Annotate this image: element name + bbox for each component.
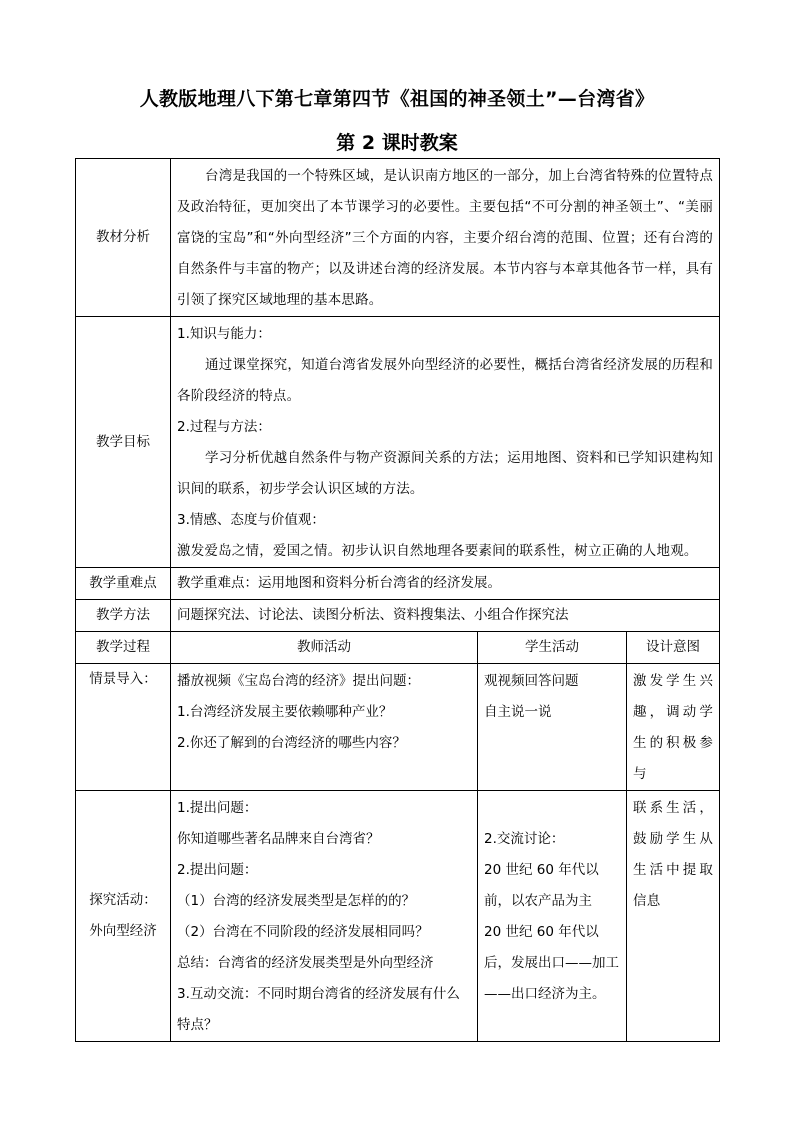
explore-teacher-line: 1.提出问题： [177,800,258,816]
intro-student-line: 自主说一说 [484,704,552,720]
goal-text-3: 激发爱岛之情，爱国之情。初步认识自然地理各要素间的联系性，树立正确的人地观。 [177,543,698,559]
row-analysis [76,159,720,317]
explore-teacher-line: （1）台湾的经济发展类型是怎样的的？ [177,893,416,909]
intro-student [478,664,627,791]
intro-stage: 情景导入： [76,664,171,791]
explore-student-line: 20 世纪 60 年代以前，以农产品为主 [484,862,599,909]
document-subtitle: 第 2 课时教案 [336,132,458,154]
analysis-text: 台湾是我国的一个特殊区域，是认识南方地区的一部分，加上台湾省特殊的位置特点及政治特征，更加突出了本节课学习的必要性。主要包括“不可分割的神圣领土”、“美丽富饶的宝岛”和“外向型经济”三个方面的内容，主要介绍台湾的范围、位置；还有台湾的自然条件与丰富的物产；以及讲述台湾的经济发展。本节内容与本章其他各节一样，具有引领了探究区域地理的基本思路。 [177,168,714,308]
intro-student-line: 观视频回答问题 [484,673,579,689]
lesson-plan-table [75,158,720,1042]
row-key-points [76,568,720,600]
intro-intent-text: 激发学生兴趣，调动学生的积极参与 [633,673,714,782]
explore-student-line: 20 世纪 60 年代以后，发展出口——加工——出口经济为主。 [484,924,619,1002]
goal-text-2: 学习分析优越自然条件与物产资源间关系的方法；运用地图、资料和已学知识建构知识间的联系，初步学会认识区域的方法。 [177,450,714,497]
document-title: 人教版地理八下第七章第四节《祖国的神圣领土”—台湾省》 [139,88,655,110]
intro-teacher [171,664,478,791]
goal-heading-3: 3.情感、态度与价值观： [177,512,325,528]
explore-teacher-line: 2.提出问题： [177,862,258,878]
row-intro [76,664,720,791]
key-points-text: 教学重难点：运用地图和资料分析台湾省的经济发展。 [171,568,720,600]
explore-stage [76,791,171,1042]
intro-teacher-line: 1.台湾经济发展主要依赖哪种产业？ [177,704,393,720]
header-teacher: 教师活动 [171,632,478,664]
explore-teacher [171,791,478,1042]
label-methods: 教学方法 [76,600,171,632]
header-process: 教学过程 [76,632,171,664]
label-analysis: 教材分析 [76,159,171,317]
header-student: 学生活动 [478,632,627,664]
methods-text: 问题探究法、讨论法、读图分析法、资料搜集法、小组合作探究法 [171,600,720,632]
explore-intent [627,791,720,1042]
intro-intent [627,664,720,791]
explore-teacher-line: 3.互动交流：不同时期台湾省的经济发展有什么特点？ [177,986,460,1033]
header-intent: 设计意图 [627,632,720,664]
explore-teacher-line: （2）台湾在不同阶段的经济发展相同吗？ [177,924,429,940]
goals-content [171,317,720,568]
row-header [76,632,720,664]
label-goals: 教学目标 [76,317,171,568]
goal-text-1: 通过课堂探究，知道台湾省发展外向型经济的必要性，概括台湾省经济发展的历程和各阶段经济的特点。 [177,357,714,404]
row-goals [76,317,720,568]
goal-heading-1: 1.知识与能力： [177,326,271,342]
explore-stage-line-1: 探究活动： [89,892,157,908]
row-methods [76,600,720,632]
explore-stage-line-2: 外向型经济 [89,923,157,939]
explore-student-line: 2.交流讨论： [484,831,565,847]
explore-teacher-line: 总结：台湾省的经济发展类型是外向型经济 [177,955,434,971]
explore-teacher-line: 你知道哪些著名品牌来自台湾省？ [177,831,380,847]
goal-heading-2: 2.过程与方法： [177,419,271,435]
analysis-content [171,159,720,317]
intro-teacher-line: 播放视频《宝岛台湾的经济》提出问题： [177,673,420,689]
intro-teacher-line: 2.你还了解到的台湾经济的哪些内容？ [177,735,406,751]
explore-student [478,791,627,1042]
label-key-points: 教学重难点 [76,568,171,600]
row-explore [76,791,720,1042]
explore-intent-text: 联系生活，鼓励学生从生活中提取信息 [633,800,714,909]
